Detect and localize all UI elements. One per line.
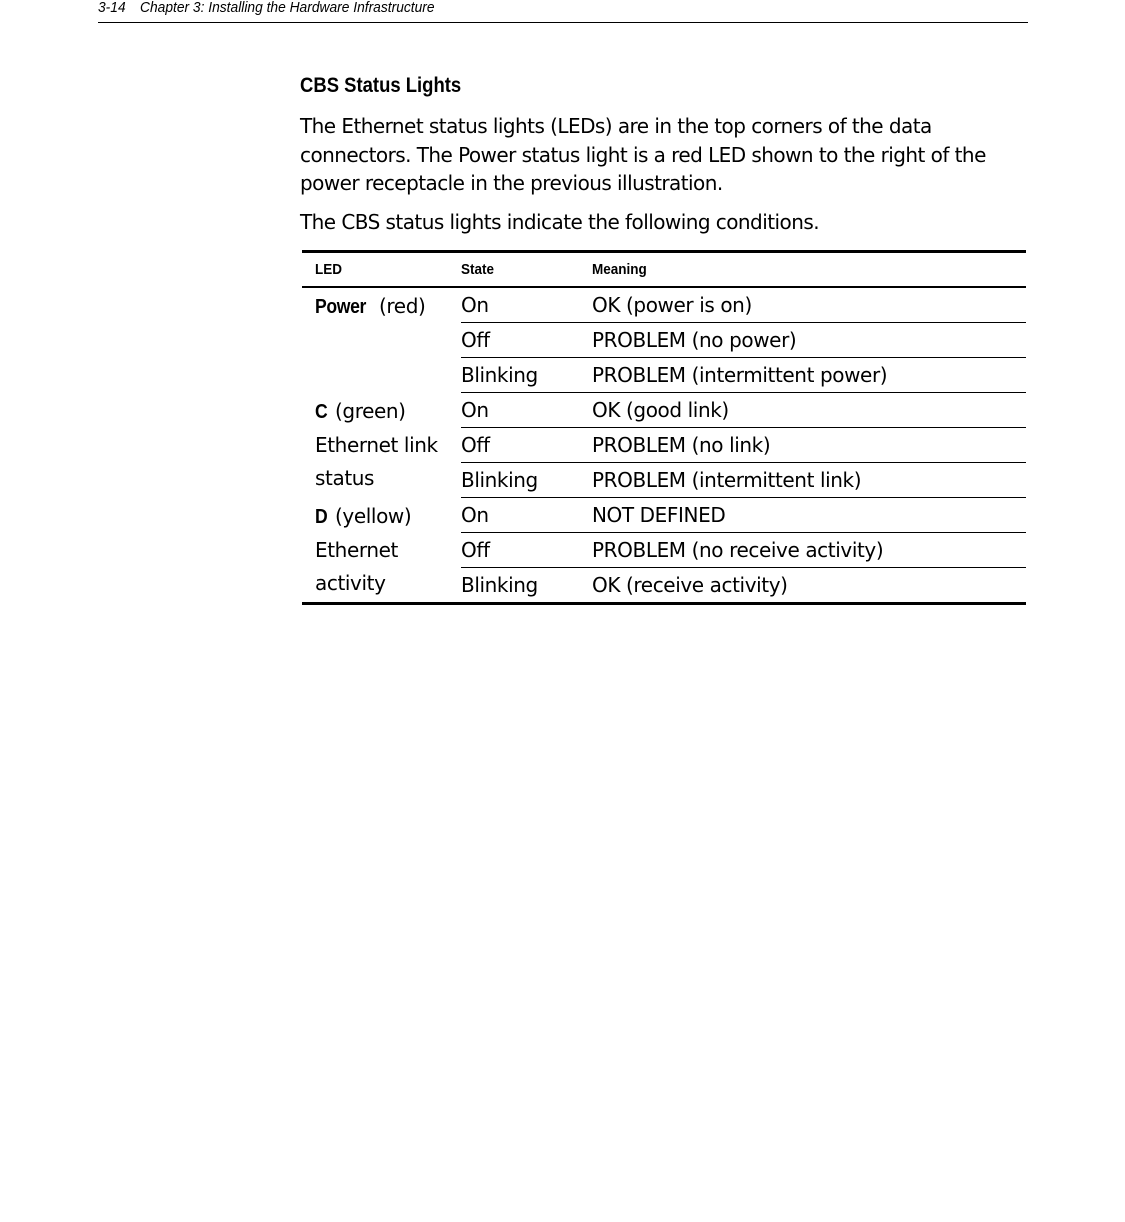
state-cell: Off xyxy=(461,323,592,358)
state-cell: On xyxy=(461,393,592,428)
section-title: CBS Status Lights xyxy=(300,74,462,97)
state-cell: Off xyxy=(461,428,592,463)
state-cell: On xyxy=(461,498,592,533)
led-name: C xyxy=(315,400,328,423)
meaning-cell: OK (good link) xyxy=(592,393,1026,428)
led-name: Power xyxy=(315,296,367,318)
intro-paragraph: The Ethernet status lights (LEDs) are in the top corners of the data connectors. The Power status light is a red LED shown to the right of the power receptacle in the previous illustration. xyxy=(300,114,986,195)
led-color: (yellow) xyxy=(335,503,412,528)
state-cell: Blinking xyxy=(461,358,592,393)
page-content xyxy=(300,72,1026,605)
led-cell-c xyxy=(302,393,461,498)
meaning-cell: PROBLEM (no link) xyxy=(592,428,1026,463)
led-description: Ethernet link status xyxy=(315,432,438,490)
led-cell-power xyxy=(302,287,461,393)
led-color: (green) xyxy=(335,398,406,423)
meaning-cell: PROBLEM (no power) xyxy=(592,323,1026,358)
table-row xyxy=(302,287,1026,323)
meaning-cell: PROBLEM (intermittent power) xyxy=(592,358,1026,393)
chapter-title: Chapter 3: Installing the Hardware Infrastructure xyxy=(140,0,435,16)
meaning-cell: PROBLEM (intermittent link) xyxy=(592,463,1026,498)
state-cell: Off xyxy=(461,533,592,568)
meaning-cell: PROBLEM (no receive activity) xyxy=(592,533,1026,568)
table-header-row xyxy=(302,252,1026,288)
state-cell: On xyxy=(461,287,592,323)
meaning-cell: OK (receive activity) xyxy=(592,573,788,597)
column-header-meaning: Meaning xyxy=(592,252,1026,288)
led-color: (red) xyxy=(379,294,426,318)
meaning-cell: OK (power is on) xyxy=(592,287,1026,323)
running-header xyxy=(98,0,1028,23)
column-header-state: State xyxy=(461,252,592,288)
page-number: 3-14 xyxy=(98,0,126,16)
column-header-led: LED xyxy=(302,252,461,288)
led-cell-d xyxy=(302,498,461,604)
led-description: Ethernet activity xyxy=(315,537,398,595)
state-cell: Blinking xyxy=(461,463,592,498)
led-name: D xyxy=(315,505,328,528)
table-row xyxy=(302,393,1026,428)
table-row xyxy=(302,498,1026,533)
conditions-paragraph: The CBS status lights indicate the following conditions. xyxy=(300,209,819,234)
led-status-table xyxy=(302,250,1026,605)
state-cell: Blinking xyxy=(461,573,538,597)
meaning-cell: NOT DEFINED xyxy=(592,498,1026,533)
